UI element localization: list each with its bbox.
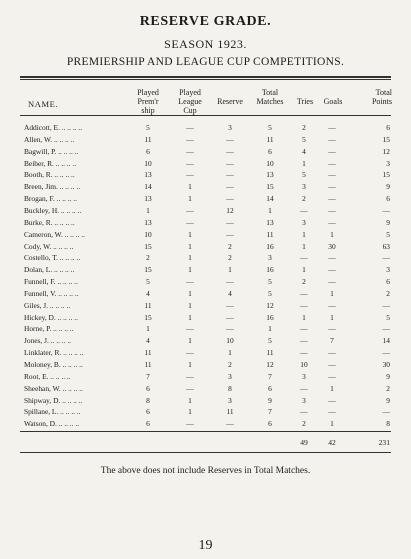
cell-prem: 5 — [146, 123, 150, 132]
cell-total-matches: 13 — [266, 217, 274, 227]
cell-league: — — [186, 158, 194, 168]
cell-points: — — [382, 407, 390, 417]
cell-prem: 13 — [144, 217, 152, 227]
cell-tries: 3 — [302, 217, 306, 227]
header-line: Matches — [256, 97, 284, 106]
table-row — [0, 347, 411, 358]
cell-goals: 7 — [330, 336, 334, 346]
cell-reserve: 4 — [228, 288, 232, 298]
cell-prem: 6 — [146, 383, 150, 393]
cell-league: 1 — [188, 182, 192, 192]
column-header-name: NAME. — [28, 99, 59, 109]
cell-tries: 1 — [302, 158, 306, 168]
cell-total-matches: 11 — [266, 134, 274, 144]
cell-league: 1 — [188, 336, 192, 346]
player-name: Root, E. .. .. .. .. — [24, 371, 71, 381]
player-name: Dolan, L. .. .. .. .. — [24, 265, 75, 275]
cell-league: 1 — [188, 229, 192, 239]
cell-total-matches: 11 — [266, 348, 274, 358]
header-line: ship — [141, 106, 155, 115]
cell-league: — — [186, 277, 194, 287]
table-row — [0, 371, 411, 382]
cell-tries: 5 — [302, 134, 306, 144]
cell-points: 3 — [386, 158, 390, 168]
cell-reserve: — — [226, 146, 234, 156]
column-header-goals — [318, 97, 348, 106]
column-header-played-league-cup — [168, 88, 212, 115]
cell-prem: 10 — [144, 158, 152, 168]
cell-total-matches: 16 — [266, 265, 274, 275]
cell-points: 2 — [386, 288, 390, 298]
cell-league: — — [186, 123, 194, 132]
cell-total-matches: 12 — [266, 360, 274, 369]
cell-tries: 2 — [302, 277, 306, 287]
header-line: League — [178, 97, 202, 106]
header-line: Cup — [183, 106, 197, 115]
cell-league: 1 — [188, 253, 192, 263]
cell-points: — — [382, 300, 390, 310]
cell-goals: — — [328, 300, 336, 310]
cell-goals: — — [328, 205, 336, 215]
table-row — [0, 193, 411, 204]
cell-prem: 15 — [144, 265, 152, 275]
cell-total-matches: 6 — [268, 146, 272, 156]
header-rule — [20, 115, 391, 116]
table-row — [0, 406, 411, 417]
header-line: Goals — [323, 97, 343, 106]
header-line: Tries — [296, 97, 314, 106]
cell-tries: 4 — [302, 146, 306, 156]
cell-reserve: — — [226, 277, 234, 287]
table-row — [0, 169, 411, 180]
cell-points: 15 — [382, 170, 390, 180]
table-row — [0, 217, 411, 228]
player-name: Cameron, W. .. .. .. .. — [24, 229, 85, 239]
cell-points: 12 — [382, 146, 390, 156]
header-line: Played — [179, 88, 201, 97]
table-row — [0, 418, 411, 429]
page-number: 19 — [198, 538, 213, 553]
cell-tries: — — [300, 324, 308, 334]
cell-prem: 6 — [146, 146, 150, 156]
cell-reserve: — — [226, 182, 234, 192]
cell-total-matches: 7 — [268, 407, 272, 417]
cell-total-matches: 3 — [268, 253, 272, 263]
cell-goals: — — [328, 324, 336, 334]
table-row — [0, 312, 411, 323]
player-name: Funnell, V. .. .. .. .. — [24, 288, 79, 298]
player-name: Beiber, R. .. .. .. .. — [24, 158, 77, 168]
table-row — [0, 241, 411, 252]
column-header-reserve — [208, 97, 252, 106]
table-row — [0, 335, 411, 346]
cell-prem: 15 — [144, 241, 152, 251]
cell-tries: — — [300, 300, 308, 310]
cell-reserve: — — [226, 134, 234, 144]
cell-league: — — [186, 324, 194, 334]
cell-goals: — — [328, 348, 336, 358]
cell-points: 9 — [386, 371, 390, 381]
cell-reserve: 2 — [228, 241, 232, 251]
cell-goals: — — [328, 170, 336, 180]
cell-total-matches: 1 — [268, 205, 272, 215]
cell-points: 5 — [386, 229, 390, 239]
player-name: Addicott, E. .. .. .. .. — [24, 123, 83, 132]
cell-prem: 6 — [146, 419, 150, 429]
table-row — [0, 264, 411, 275]
competition-subtitle: PREMIERSHIP AND LEAGUE CUP COMPETITIONS. — [66, 56, 345, 68]
cell-goals: — — [328, 277, 336, 287]
cell-total-matches: 5 — [268, 288, 272, 298]
cell-total-matches: 10 — [266, 158, 274, 168]
cell-reserve: 1 — [228, 265, 232, 275]
cell-goals: — — [328, 146, 336, 156]
cell-goals: — — [328, 217, 336, 227]
cell-reserve: — — [226, 300, 234, 310]
cell-prem: 15 — [144, 312, 152, 322]
player-name: Funnell, F. .. .. .. .. — [24, 277, 78, 287]
player-name: Horne, P. .. .. .. .. — [24, 324, 74, 334]
cell-points: 6 — [386, 277, 390, 287]
cell-league: 1 — [188, 360, 192, 369]
cell-prem: 14 — [144, 182, 152, 192]
cell-points: 30 — [382, 360, 390, 369]
header-line: Points — [371, 97, 392, 106]
cell-points: 14 — [382, 336, 390, 346]
cell-goals: — — [328, 182, 336, 192]
cell-points: 63 — [382, 241, 390, 251]
cell-reserve: — — [226, 158, 234, 168]
cell-reserve: — — [226, 229, 234, 239]
player-name: Bagwill, P. .. .. .. .. — [24, 146, 79, 156]
cell-goals: — — [328, 134, 336, 144]
cell-goals: — — [328, 360, 336, 369]
cell-goals: 1 — [330, 288, 334, 298]
cell-total-matches: 13 — [266, 170, 274, 180]
cell-league: — — [186, 170, 194, 180]
cell-goals: 1 — [330, 229, 334, 239]
cell-reserve: 3 — [228, 123, 232, 132]
cell-prem: 2 — [146, 253, 150, 263]
cell-league: — — [186, 348, 194, 358]
cell-reserve: 3 — [228, 395, 232, 405]
cell-league: 1 — [188, 312, 192, 322]
total-points: 231 — [378, 438, 390, 447]
cell-reserve: 12 — [226, 205, 234, 215]
cell-goals: — — [328, 407, 336, 417]
cell-goals: — — [328, 123, 336, 132]
player-name: Spillane, L. .. .. .. .. — [24, 407, 81, 417]
player-name: Moloney, B. .. .. .. .. — [24, 360, 83, 369]
cell-total-matches: 1 — [268, 324, 272, 334]
totals-rule — [20, 431, 391, 432]
header-line: Reserve — [217, 97, 243, 106]
player-name: Jones, J. .. .. .. .. — [24, 336, 72, 346]
player-name: Shipway, D. .. .. .. .. — [24, 395, 83, 405]
cell-prem: 7 — [146, 371, 150, 381]
cell-reserve: — — [226, 324, 234, 334]
player-name: Burke, R. .. .. .. .. — [24, 217, 75, 227]
cell-reserve: 1 — [228, 348, 232, 358]
header-line: Total — [375, 88, 392, 97]
cell-total-matches: 7 — [268, 371, 272, 381]
cell-reserve: — — [226, 217, 234, 227]
player-name: Costello, T. .. .. .. .. — [24, 253, 81, 263]
page-title: RESERVE GRADE. — [139, 14, 272, 29]
cell-tries: 1 — [302, 229, 306, 239]
cell-tries: 2 — [302, 123, 306, 132]
cell-points: — — [382, 205, 390, 215]
cell-total-matches: 15 — [266, 182, 274, 192]
cell-league: — — [186, 134, 194, 144]
player-name: Allen, W. .. .. .. .. — [24, 134, 75, 144]
cell-goals: — — [328, 158, 336, 168]
cell-prem: 6 — [146, 407, 150, 417]
table-row — [0, 383, 411, 394]
cell-tries: 3 — [302, 395, 306, 405]
cell-points: 5 — [386, 312, 390, 322]
table-row — [0, 181, 411, 192]
top-rule — [20, 76, 391, 78]
table-row — [0, 395, 411, 406]
cell-league: — — [186, 371, 194, 381]
cell-league: — — [186, 205, 194, 215]
cell-league: 1 — [188, 288, 192, 298]
player-name: Cody, W. .. .. .. .. — [24, 241, 74, 251]
total-tries: 49 — [300, 438, 308, 447]
cell-total-matches: 11 — [266, 229, 274, 239]
cell-reserve: 3 — [228, 371, 232, 381]
cell-prem: 11 — [144, 134, 152, 144]
player-name: Linklater, R. .. .. .. .. — [24, 348, 84, 358]
cell-league: 1 — [188, 300, 192, 310]
cell-tries: 2 — [302, 194, 306, 204]
footnote: The above does not include Reserves in Total Matches. — [100, 466, 311, 476]
cell-total-matches: 16 — [266, 241, 274, 251]
table-row — [0, 288, 411, 299]
player-name: Breen, Jim. .. .. .. .. — [24, 182, 81, 192]
cell-points: 9 — [386, 395, 390, 405]
cell-prem: 13 — [144, 170, 152, 180]
cell-goals: — — [328, 265, 336, 275]
table-row — [0, 300, 411, 311]
table-row — [0, 323, 411, 334]
table-row — [0, 359, 411, 370]
cell-prem: 5 — [146, 277, 150, 287]
table-row — [0, 276, 411, 287]
cell-tries: 2 — [302, 419, 306, 429]
cell-tries: 1 — [302, 265, 306, 275]
cell-points: — — [382, 348, 390, 358]
table-row — [0, 146, 411, 157]
cell-goals: 1 — [330, 312, 334, 322]
cell-points: 8 — [386, 419, 390, 429]
cell-total-matches: 6 — [268, 383, 272, 393]
cell-tries: — — [300, 288, 308, 298]
cell-points: 6 — [386, 123, 390, 132]
table-row — [0, 252, 411, 263]
player-name: Buckley, H. .. .. .. .. — [24, 205, 82, 215]
cell-total-matches: 6 — [268, 419, 272, 429]
column-header-tries — [292, 97, 318, 106]
cell-goals: — — [328, 395, 336, 405]
cell-total-matches: 5 — [268, 277, 272, 287]
cell-prem: 8 — [146, 395, 150, 405]
cell-reserve: 2 — [228, 253, 232, 263]
cell-tries: 1 — [302, 312, 306, 322]
cell-points: 2 — [386, 383, 390, 393]
player-name: Brogan, F. .. .. .. .. — [24, 194, 77, 204]
cell-points: 9 — [386, 182, 390, 192]
column-header-total-points — [350, 88, 392, 106]
cell-tries: 10 — [300, 360, 308, 369]
player-name: Booth, R. .. .. .. .. — [24, 170, 75, 180]
cell-league: — — [186, 383, 194, 393]
cell-goals: — — [328, 194, 336, 204]
cell-league: 1 — [188, 265, 192, 275]
top-rule-thin — [20, 79, 391, 80]
cell-league: — — [186, 217, 194, 227]
cell-reserve: 11 — [226, 407, 234, 417]
cell-tries: — — [300, 348, 308, 358]
cell-total-matches: 9 — [268, 395, 272, 405]
header-line: Total — [261, 88, 279, 97]
cell-goals: 30 — [328, 241, 336, 251]
cell-reserve: — — [226, 419, 234, 429]
cell-reserve: 10 — [226, 336, 234, 346]
cell-points: 15 — [382, 134, 390, 144]
cell-prem: 13 — [144, 194, 152, 204]
cell-tries: — — [300, 336, 308, 346]
cell-prem: 1 — [146, 205, 150, 215]
player-name: Watson, D. .. .. .. .. — [24, 419, 80, 429]
player-name: Hickey, D. .. .. .. .. — [24, 312, 78, 322]
table-row — [0, 134, 411, 145]
cell-tries: 3 — [302, 371, 306, 381]
cell-points: — — [382, 324, 390, 334]
header-line: Played — [137, 88, 159, 97]
cell-prem: 4 — [146, 288, 150, 298]
table-row — [0, 122, 411, 133]
player-name: Sheehan, W. .. .. .. .. — [24, 383, 83, 393]
cell-league: — — [186, 146, 194, 156]
cell-points: 6 — [386, 194, 390, 204]
cell-reserve: 8 — [228, 383, 232, 393]
cell-points: 9 — [386, 217, 390, 227]
cell-league: 1 — [188, 194, 192, 204]
cell-tries: — — [300, 407, 308, 417]
cell-prem: 11 — [144, 300, 152, 310]
total-goals: 42 — [328, 438, 336, 447]
cell-tries: 1 — [302, 241, 306, 251]
cell-reserve: — — [226, 194, 234, 204]
cell-league: — — [186, 419, 194, 429]
cell-goals: 1 — [330, 419, 334, 429]
cell-goals: 1 — [330, 383, 334, 393]
column-header-total-matches — [248, 88, 292, 106]
season-heading: SEASON 1923. — [164, 37, 247, 51]
cell-league: 1 — [188, 241, 192, 251]
cell-tries: — — [300, 383, 308, 393]
cell-league: 1 — [188, 395, 192, 405]
cell-league: 1 — [188, 407, 192, 417]
cell-points: — — [382, 253, 390, 263]
cell-tries: — — [300, 253, 308, 263]
cell-reserve: — — [226, 170, 234, 180]
cell-points: 3 — [386, 265, 390, 275]
cell-total-matches: 12 — [266, 300, 274, 310]
header-line: Prem'r — [137, 97, 159, 106]
cell-tries: — — [300, 205, 308, 215]
table-row — [0, 205, 411, 216]
cell-prem: 11 — [144, 360, 152, 369]
cell-goals: — — [328, 371, 336, 381]
player-name: Giles, J. .. .. .. .. — [24, 300, 71, 310]
cell-reserve: 2 — [228, 360, 232, 369]
cell-prem: 1 — [146, 324, 150, 334]
cell-total-matches: 16 — [266, 312, 274, 322]
cell-prem: 10 — [144, 229, 152, 239]
cell-prem: 4 — [146, 336, 150, 346]
bottom-rule — [20, 452, 391, 453]
cell-goals: — — [328, 253, 336, 263]
cell-total-matches: 5 — [268, 336, 272, 346]
cell-tries: 3 — [302, 182, 306, 192]
cell-tries: 5 — [302, 170, 306, 180]
cell-total-matches: 5 — [268, 123, 272, 132]
cell-reserve: — — [226, 312, 234, 322]
table-row — [0, 158, 411, 169]
cell-total-matches: 14 — [266, 194, 274, 204]
table-row — [0, 229, 411, 240]
column-header-played-premiership — [126, 88, 170, 115]
cell-prem: 11 — [144, 348, 152, 358]
